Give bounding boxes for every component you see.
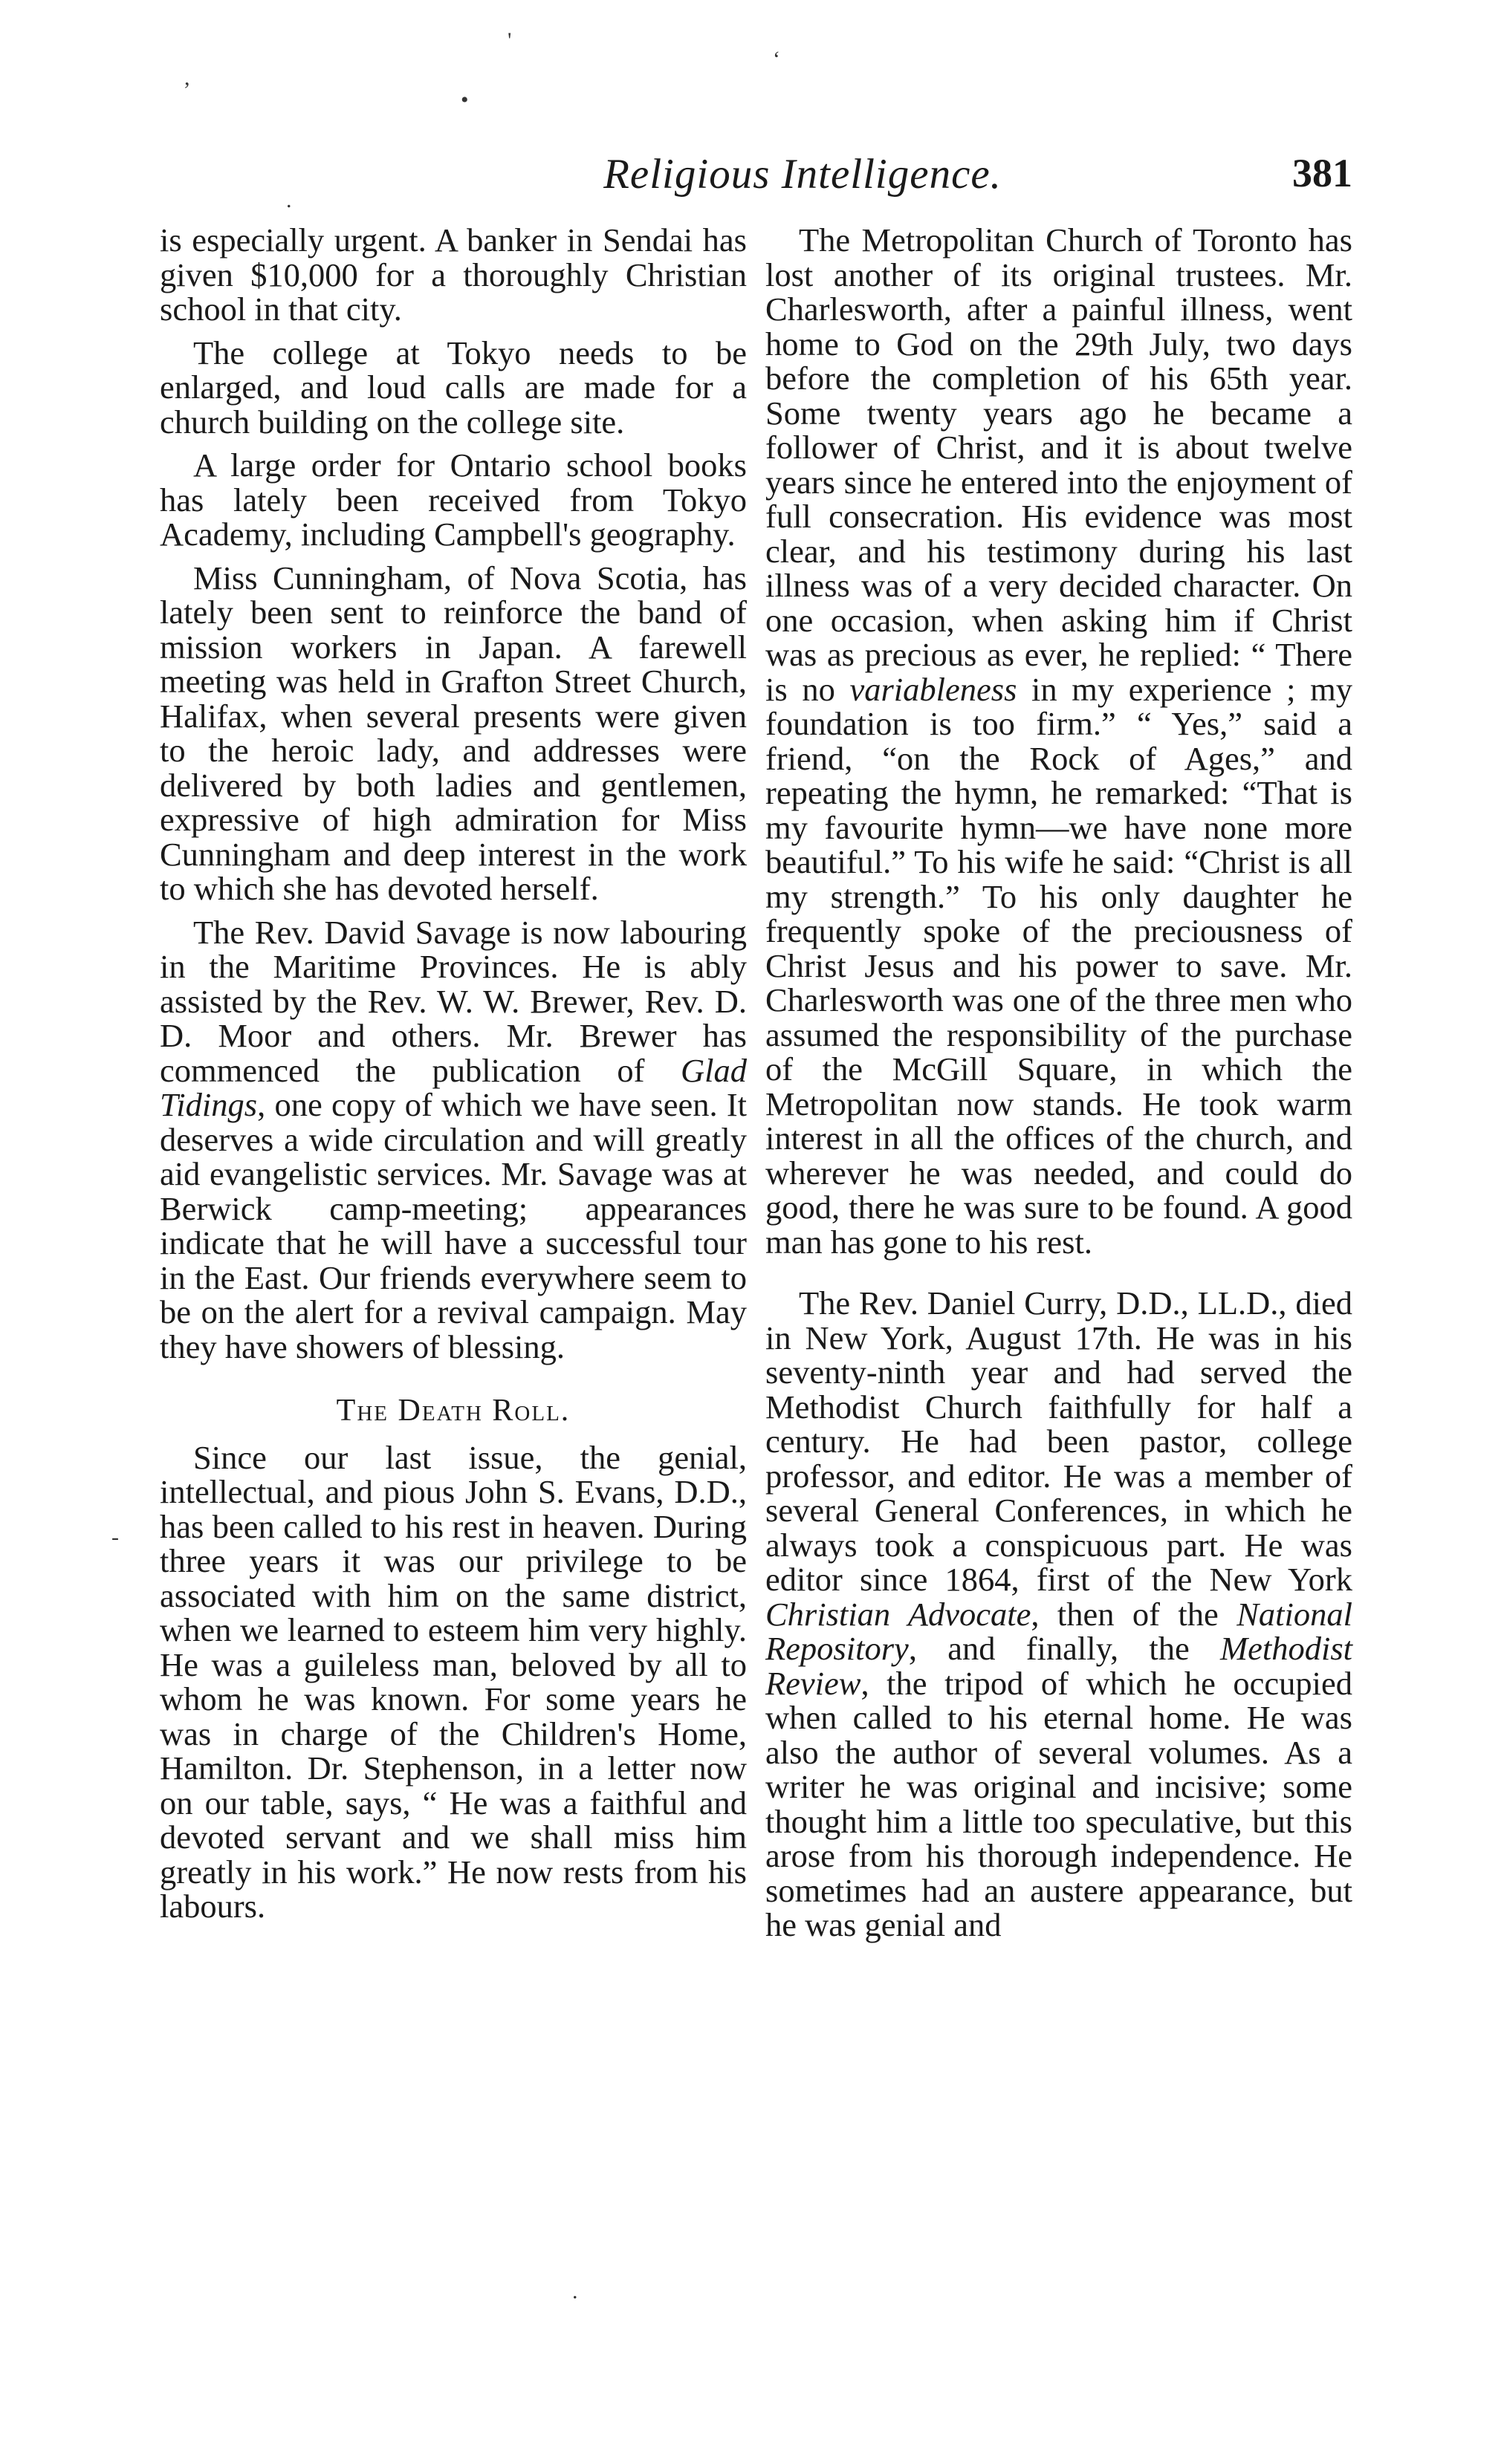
text-run: , one copy of which we have seen. It deserves a wide circulation and will greatly aid evangelistic services. Mr. Savage was at Berwick camp-meeting; appearances indicate that he will have a successful tour in the East. Our friends everywhere seem to be on the alert for a revival campaign. May they have showers of blessing. [160,1086,747,1365]
text-run: The Metropolitan Church of Toronto has lost another of its original trustees. Mr. Charlesworth, after a painful illness, went home to God on the 29th July, two days before the completion of his 65th year. Some twenty years ago he became a follower of Christ, and it is about twelve years since he entered into the enjoyment of full consecration. His evidence was most clear, and his testimony during his last illness was of a very decided character. On one occasion, when asking him if Christ was as precious as ever, he replied: “ There is no [765,221,1352,708]
paragraph: Since our last issue, the genial, intellectual, and pious John S. Evans, D.D., has been called to his rest in heaven. During three years it was our privilege to be associated with him on the same district, when we learned to esteem him very highly. He was a guileless man, beloved by all to whom he was known. For some years he was in charge of the Children's Home, Hamilton. Dr. Stephenson, in a letter now on our table, says, “ He was a faithful and devoted servant and we shall miss him greatly in his work.” He now rests from his labours. [160,1438,747,1925]
print-speck: . [572,2279,578,2304]
paragraph [765,1286,1352,1943]
italic-title: Glad Tidings [160,1051,747,1123]
paragraph: A large order for Ontario school books has lately been received from Tokyo Academy, including Campbell's geography. [160,446,747,553]
text-run: The Rev. David Savage is now labouring in the Maritime Provinces. He is ably assisted by the Rev. W. W. Brewer, Rev. D. D. Moor and others. Mr. Brewer has commenced the publication of [160,913,747,1089]
print-speck: ‘ [773,47,780,71]
text-run: The Rev. Daniel Curry, D.D., LL.D., died in New York, August 17th. He was in his seventy-ninth year and had served the Methodist Church faithfully for half a century. He had been pastor, college professor, and editor. He was a member of several General Conferences, in which he always took a conspicuous part. He was editor since 1864, first of the New York [765,1284,1352,1598]
italic-title: Methodist Review [765,1630,1352,1702]
text-run: , and finally, the [908,1630,1221,1667]
paragraph [160,915,747,1365]
text-run: in my experience ; my foundation is too firm.” “ Yes,” said a friend, “on the Rock of Ages,” and repeating the hymn, he remarked: “That is my favourite hymn—we have none more beautiful.” To his wife he said: “Christ is all my strength.” To his only daughter he frequently spoke of the preciousness of Christ Jesus and his power to save. Mr. Charlesworth was one of the three men who assumed the responsibility of the purchase of the McGill Square, in which the Metropolitan now stands. He took warm interest in all the offices of the church, and wherever he was needed, and could do good, there he was sure to be found. A good man has gone to his rest. [765,670,1352,1261]
print-speck: , [184,65,190,90]
print-speck: • [461,88,469,112]
print-speck: ' [508,28,512,53]
paragraph: Miss Cunningham, of Nova Scotia, has lately been sent to reinforce the band of mission workers in Japan. A farewell meeting was held in Grafton Street Church, Halifax, when several presents were given to the heroic lady, and addresses were delivered by both ladies and gentlemen, expressive of high admiration for Miss Cunningham and deep interest in the work to which she has devoted herself. [160,559,747,907]
right-column [765,223,1352,1951]
paragraph: The college at Tokyo needs to be enlarged, and loud calls are made for a church building on the college site. [160,334,747,441]
print-speck: - [111,1525,119,1550]
running-head [149,150,1352,209]
text-run: , then of the [1031,1595,1237,1633]
italic-title: Christian Advocate [765,1595,1031,1633]
page-header-title: Religious Intelligence. [603,151,1002,198]
italic-title: National Repository [765,1595,1352,1667]
paragraph [765,223,1352,1259]
print-speck: . [286,188,292,212]
section-heading: The Death Roll. [336,1394,571,1428]
italic-word: variableness [849,670,1017,708]
paragraph: is especially urgent. A banker in Sendai has given $10,000 for a thoroughly Christian school in that city. [160,221,747,328]
left-column [160,223,747,1933]
page-number: 381 [1292,151,1352,195]
text-run: , the tripod of which he occupied when called to his eternal home. He was also the author of several volumes. As a writer he was original and incisive; some thought him a little too speculative, but this arose from his thorough independence. He sometimes had an austere appearance, but he was genial and [765,1664,1352,1943]
